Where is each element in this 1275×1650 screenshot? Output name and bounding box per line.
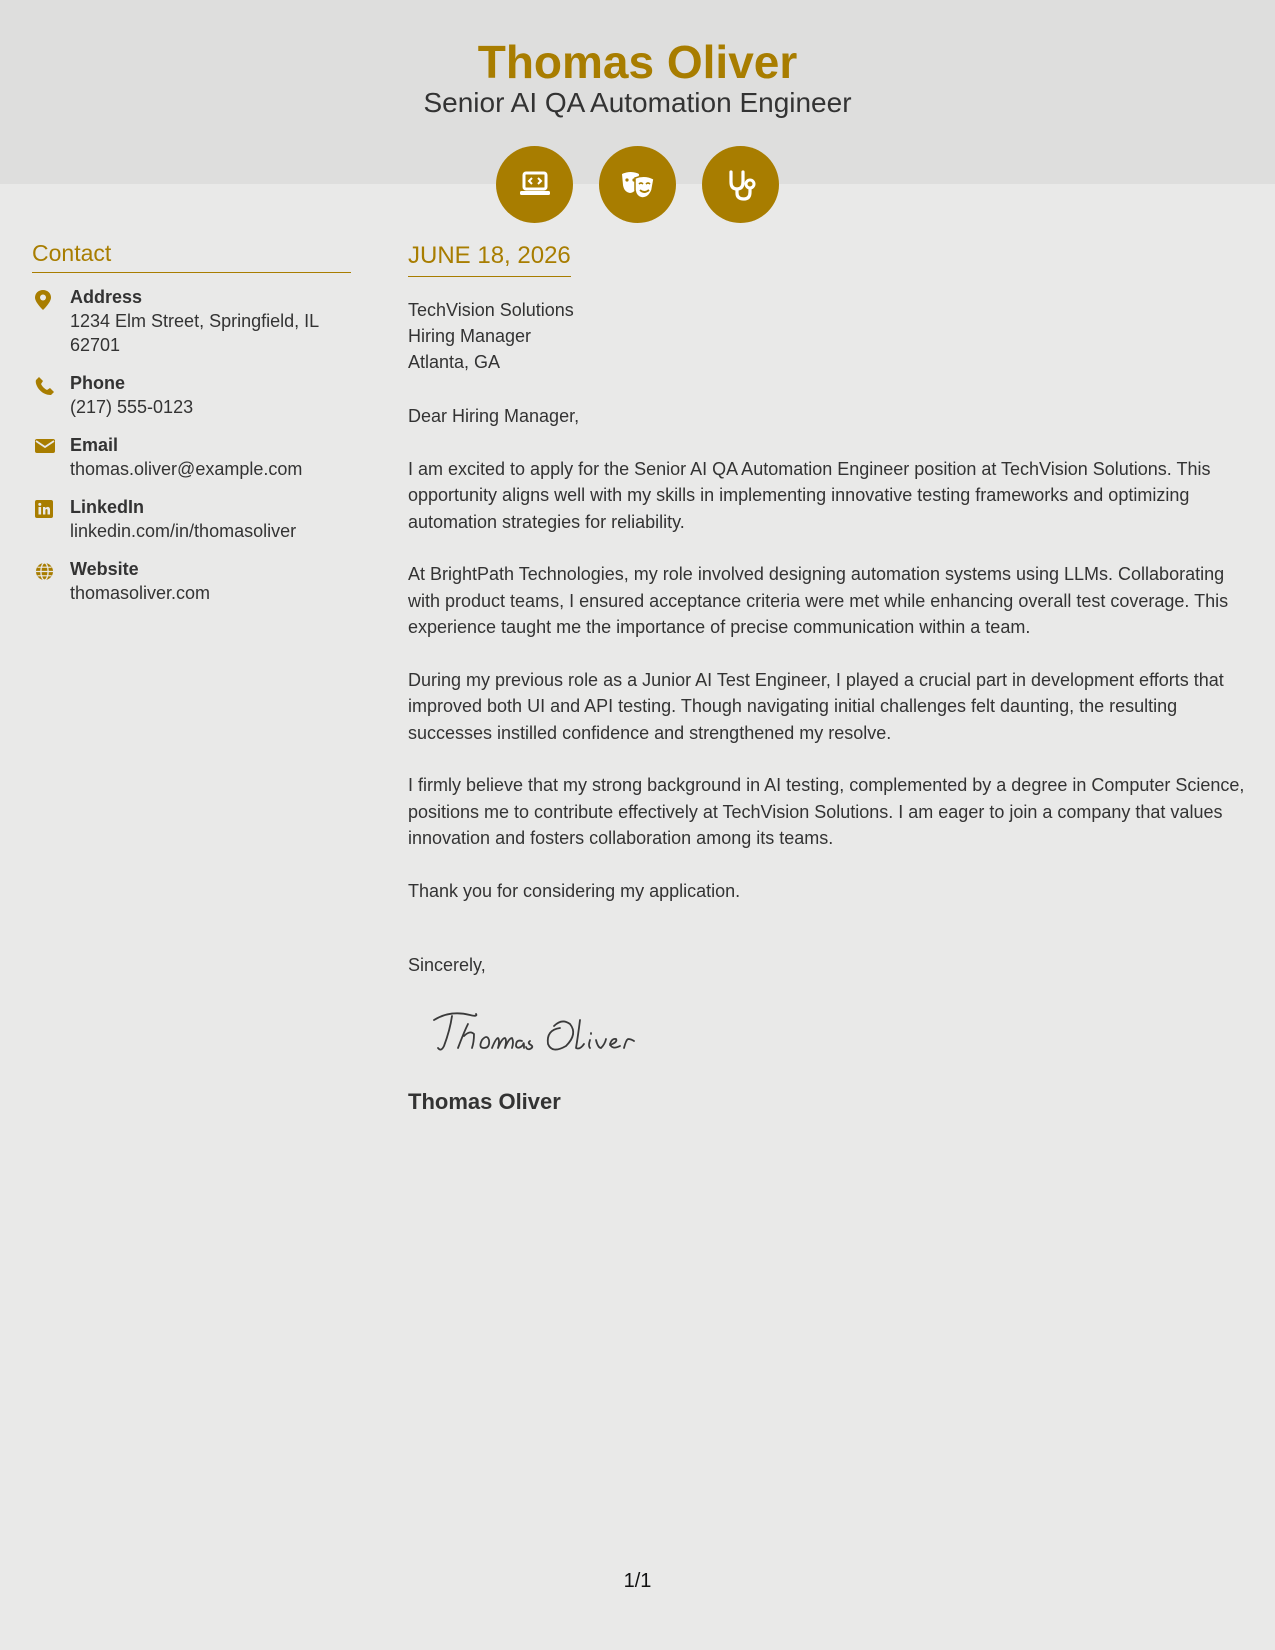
contact-label: Phone <box>70 373 126 393</box>
map-marker-icon <box>32 285 70 357</box>
theater-masks-icon <box>599 146 676 223</box>
recipient-role: Hiring Manager <box>408 326 532 346</box>
envelope-icon <box>32 433 70 481</box>
contact-value: thomas.oliver@example.com <box>70 459 303 479</box>
contact-value: (217) 555-0123 <box>70 397 194 417</box>
letter-paragraph: I firmly believe that my strong background in AI testing, complemented by a degree in Computer Science, positions me to contribute effectively at TechVision Solutions. I am eager to join a company that values innovation and fosters collaboration among its teams. <box>408 775 1245 848</box>
recipient-location: Atlanta, GA <box>408 352 501 372</box>
contact-sidebar <box>32 238 351 619</box>
letter-paragraph: I am excited to apply for the Senior AI QA Automation Engineer position at TechVision Solutions. This opportunity aligns well with my skills in implementing innovative testing frameworks and optimizing automation strategies for reliability. <box>408 458 1211 532</box>
contact-list <box>32 285 351 605</box>
page-number: 1/1 <box>623 1570 652 1592</box>
contact-address <box>32 285 351 357</box>
signed-name: Thomas Oliver <box>408 1089 561 1114</box>
handwritten-signature <box>430 1004 1253 1065</box>
salutation: Dear Hiring Manager, <box>408 406 580 426</box>
contact-website <box>32 557 351 605</box>
contact-label: Email <box>70 435 119 455</box>
letter-date: JUNE 18, 2026 <box>408 240 571 277</box>
recipient-company: TechVision Solutions <box>408 300 574 320</box>
contact-section-title: Contact <box>32 238 351 273</box>
contact-value: thomasoliver.com <box>70 583 211 603</box>
letter-paragraph: At BrightPath Technologies, my role involved designing automation systems using LLMs. Collaborating with product teams, I ensured acceptance criteria were met while enhancing overall test coverage. This experience taught me the importance of precise communication within a team. <box>408 564 1229 637</box>
applicant-title: Senior AI QA Automation Engineer <box>423 87 852 118</box>
laptop-code-icon <box>496 146 573 223</box>
contact-value: linkedin.com/in/thomasoliver <box>70 521 297 541</box>
letter-paragraph: Thank you for considering my application. <box>408 880 741 901</box>
contact-label: Website <box>70 559 139 579</box>
recipient-block <box>408 297 1253 375</box>
contact-linkedin <box>32 495 351 543</box>
applicant-name: Thomas Oliver <box>477 36 798 88</box>
globe-icon <box>32 557 70 605</box>
contact-label: LinkedIn <box>70 497 145 517</box>
contact-phone <box>32 371 351 419</box>
letter-body <box>408 240 1253 1117</box>
header-band <box>0 0 1275 184</box>
contact-email <box>32 433 351 481</box>
linkedin-icon <box>32 495 70 543</box>
contact-value: 1234 Elm Street, Springfield, IL 62701 <box>70 311 319 355</box>
letter-paragraph: During my previous role as a Junior AI Test Engineer, I played a crucial part in development efforts that improved both UI and API testing. Though navigating initial challenges felt daunting, the resulting successes instilled confidence and strengthened my resolve. <box>408 669 1224 743</box>
contact-label: Address <box>70 287 143 307</box>
header-icons <box>496 146 779 223</box>
closing: Sincerely, <box>408 955 486 975</box>
stethoscope-icon <box>702 146 779 223</box>
phone-icon <box>32 371 70 419</box>
